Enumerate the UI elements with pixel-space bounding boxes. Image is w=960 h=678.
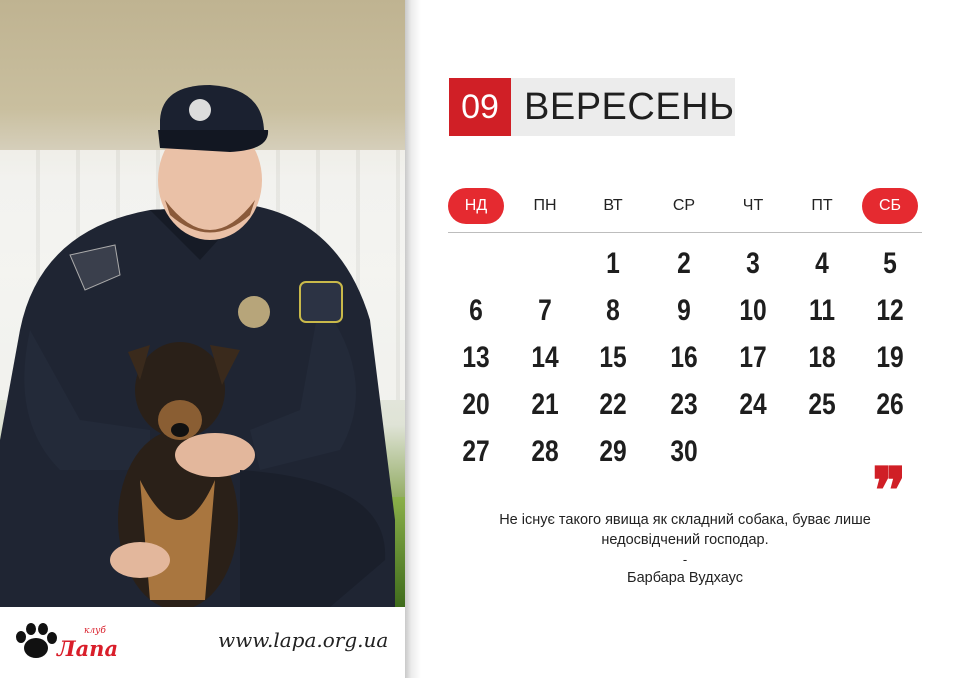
day-cell: 24	[739, 388, 767, 421]
day-cell: 9	[677, 294, 691, 327]
website-link[interactable]: www.lapa.org.ua	[218, 628, 389, 652]
month-name: ВЕРЕСЕНЬ	[524, 86, 735, 128]
day-cell: 7	[538, 294, 552, 327]
day-cell: 15	[599, 341, 627, 374]
day-cell: 4	[815, 247, 829, 280]
day-cell: 13	[462, 341, 490, 374]
day-cell: 17	[739, 341, 767, 374]
day-cell: 1	[606, 247, 620, 280]
quote-dash: -	[682, 552, 688, 567]
day-cell: 30	[670, 435, 698, 468]
weekday-sat: СБ	[862, 188, 918, 224]
day-cell: 2	[677, 247, 691, 280]
weekday-header	[448, 188, 922, 226]
day-cell: 26	[876, 388, 904, 421]
quote-text	[448, 510, 922, 550]
logo-text: Лапа	[57, 636, 119, 661]
day-cell: 23	[670, 388, 698, 421]
day-cell: 5	[883, 247, 897, 280]
day-cell: 6	[469, 294, 483, 327]
weekday-wed: СР	[672, 197, 696, 214]
weekday-mon: ПН	[533, 197, 557, 214]
month-number: 09	[449, 78, 511, 136]
weekday-tue: ВТ	[603, 197, 623, 214]
day-cell: 21	[531, 388, 559, 421]
day-cell: 3	[746, 247, 760, 280]
day-cell: 27	[462, 435, 490, 468]
quote-author: Барбара Вудхаус	[627, 570, 743, 586]
day-cell: 11	[808, 294, 836, 327]
day-cell: 19	[876, 341, 904, 374]
day-cell: 29	[599, 435, 627, 468]
day-cell: 8	[606, 294, 620, 327]
day-cell: 14	[531, 341, 559, 374]
quote-mark-icon: ❞	[872, 454, 907, 529]
weekday-thu: ЧТ	[742, 197, 764, 214]
day-cell: 20	[462, 388, 490, 421]
police-officer-with-puppy-photo	[0, 0, 405, 607]
day-cell: 12	[876, 294, 904, 327]
logo-subtitle: клуб	[84, 626, 106, 636]
quote-line-1: Не існує такого явища як складний собака, буває лише	[499, 512, 871, 528]
page-spine-shadow	[405, 0, 421, 678]
header-divider	[448, 232, 922, 233]
officer-and-dog-illustration	[0, 0, 405, 607]
weekday-fri: ПТ	[811, 197, 833, 214]
day-cell: 18	[808, 341, 836, 374]
weekday-sun: НД	[448, 188, 504, 224]
quote-line-2: недосвідчений господар.	[601, 532, 769, 548]
day-cell: 28	[531, 435, 559, 468]
day-cell: 22	[599, 388, 627, 421]
day-cell: 25	[808, 388, 836, 421]
day-cell: 10	[739, 294, 767, 327]
day-cell: 16	[670, 341, 698, 374]
